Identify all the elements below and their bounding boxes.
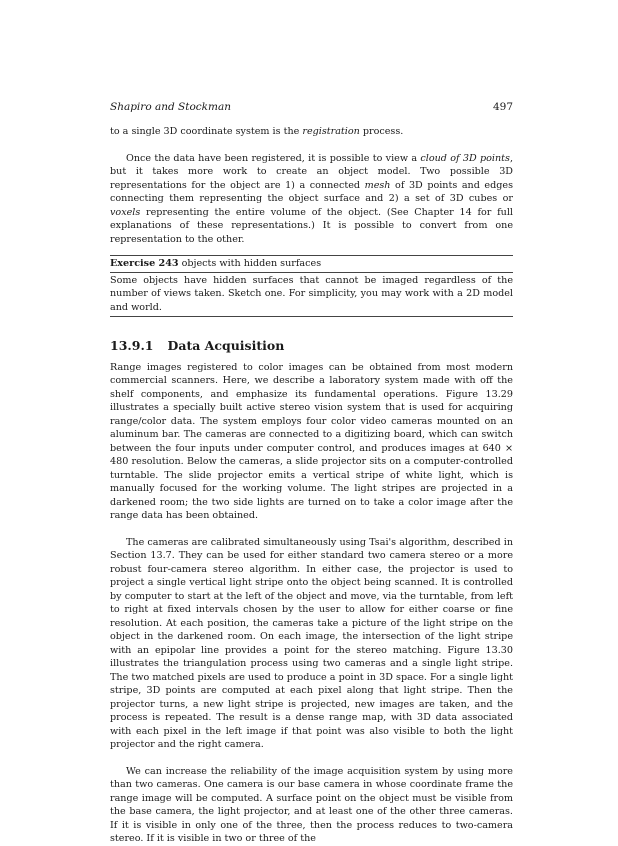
exercise-text: Some objects have hidden surfaces that cannot be imaged regardless of the number of views taken. Sketch one. For simplicity, you may work with a 2D model and world. xyxy=(110,274,513,313)
term-voxels: voxels xyxy=(110,206,141,218)
term-mesh: mesh xyxy=(364,179,391,191)
section-title: Data Acquisition xyxy=(167,338,285,353)
page-number: 497 xyxy=(492,101,513,113)
page-header xyxy=(110,101,513,113)
running-head-author: Shapiro and Stockman xyxy=(110,101,232,113)
section-number: 13.9.1 xyxy=(110,338,154,353)
term-cloud-of-points: cloud of 3D points xyxy=(420,152,510,164)
paragraph-reliability: We can increase the reliability of the image acquisition system by using more than two cameras. One camera is our base camera in whose coordinate frame the range image will be computed. A surface point on the object must be visible from the base camera, the light projector, and at least one of the other three cameras. If it is visible in only one of the three, then the process reduces to two-camera stereo. If it is visible in two or three of the xyxy=(110,765,513,844)
paragraph-calibration: The cameras are calibrated simultaneously using Tsai's algorithm, described in Section 13.7. They can be used for either standard two camera stereo or a more robust four-camera stereo algorithm. In either case, the projector is used to project a single vertical light stripe onto the object being scanned. It is controlled by computer to start at the left of the object and move, via the turntable, from left to right at fixed intervals chosen by the user to allow for either coarse or fine resolution. At each position, the cameras take a picture of the light stripe on the object in the darkened room. On each image, the intersection of the light stripe with an epipolar line provides a point for the stereo matching. Figure 13.30 illustrates the triangulation process using two cameras and a single light stripe. The two matched pixels are used to produce a point in 3D space. For a single light stripe, 3D points are computed at each pixel along that light stripe. Then the projector turns, a new light stripe is projected, new images are taken, and the process is repeated. The result is a dense range map, with 3D data associated with each pixel in the left image if that point was also visible to both the light projector and the right camera. xyxy=(110,536,513,750)
page-body xyxy=(110,125,513,846)
exercise-box xyxy=(110,255,513,317)
paragraph-registration: Once the data have been registered, it is possible to view a cloud of 3D points, but it takes more work to create an object model. Two possible 3D representations for the object are 1) a connected mesh of 3D points and edges connecting them representing the object surface and 2) a set of 3D cubes or voxels representing the entire volume of the object. (See Chapter 14 for full explanations of these representations.) It is possible to convert from one representation to the other. xyxy=(110,152,513,245)
intro-line: to a single 3D coordinate system is the registration process. xyxy=(110,126,404,137)
paragraph-system: Range images registered to color images can be obtained from most modern commercial scanners. Here, we describe a laboratory system made with off the shelf components, and emphasize its fundamental operations. Figure 13.29 illustrates a specially built active stereo vision system that is used for acquiring range/color data. The system employs four color video cameras mounted on an aluminum bar. The cameras are connected to a digitizing board, which can switch between the four inputs under computer control, and produces images at 640 × 480 resolution. Below the cameras, a slide projector sits on a computer-controlled turntable. The slide projector emits a vertical stripe of white light, which is manually focused for the working volume. The light stripes are projected in a darkened room; the two side lights are turned on to take a color image after the range data has been obtained. xyxy=(110,361,513,521)
exercise-title: Exercise 243 objects with hidden surfaces xyxy=(110,256,513,273)
registration-term: registration xyxy=(302,126,360,137)
section-heading xyxy=(110,339,513,353)
exercise-label: Exercise 243 xyxy=(110,258,179,269)
